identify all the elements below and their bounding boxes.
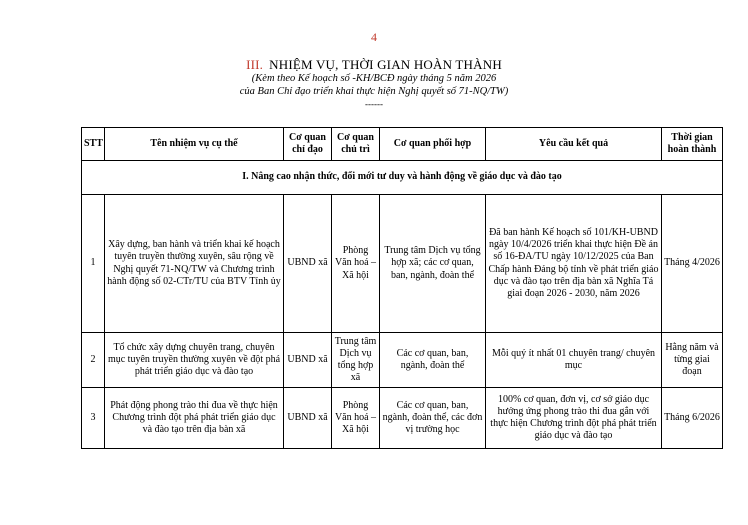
cell-result-requirement: Đã ban hành Kế hoạch số 101/KH-UBND ngày 10/4/2026 triển khai thực hiện Đề án số 16-ĐA/TU ngày 10/12/2025 của Ban Chấp hành Đảng bộ tỉnh về phát triển giáo dục và đào tạo trên địa bàn xã Nghĩa Tá giai đoạn 2026 - 2030, năm 2026	[486, 195, 662, 333]
cell-completion-time: Tháng 6/2026	[662, 388, 723, 449]
header-coordinating-agency: Cơ quan phối hợp	[380, 128, 486, 161]
table-section-row	[82, 161, 723, 195]
header-task: Tên nhiệm vụ cụ thể	[105, 128, 284, 161]
cell-result-requirement: 100% cơ quan, đơn vị, cơ sở giáo dục hưởng ứng phong trào thi đua gắn với thực hiện Chương trình đột phá phát triển giáo dục và đào tạo	[486, 388, 662, 449]
cell-stt: 3	[82, 388, 105, 449]
cell-result-requirement: Mỗi quý ít nhất 01 chuyên trang/ chuyên mục	[486, 333, 662, 388]
cell-lead-agency: Phòng Văn hoá – Xã hội	[332, 195, 380, 333]
cell-coordinating-agency: Các cơ quan, ban, ngành, đoàn thể	[380, 333, 486, 388]
table-row	[82, 388, 723, 449]
header-completion-time: Thời gian hoàn thành	[662, 128, 723, 161]
cell-coordinating-agency: Trung tâm Dịch vụ tổng hợp xã; các cơ quan, ban, ngành, đoàn thể	[380, 195, 486, 333]
cell-stt: 2	[82, 333, 105, 388]
cell-lead-agency: Phòng Văn hoá – Xã hội	[332, 388, 380, 449]
section-roman-numeral: III.	[246, 57, 264, 72]
cell-task: Tổ chức xây dựng chuyên trang, chuyên mục tuyên truyền thường xuyên về đột phá phát triển giáo dục và đào tạo	[105, 333, 284, 388]
cell-directing-agency: UBND xã	[284, 333, 332, 388]
task-table	[81, 127, 723, 449]
cell-completion-time: Hằng năm và từng giai đoạn	[662, 333, 723, 388]
cell-completion-time: Tháng 4/2026	[662, 195, 723, 333]
section-heading	[0, 57, 748, 73]
cell-lead-agency: Trung tâm Dịch vụ tổng hợp xã	[332, 333, 380, 388]
cell-stt: 1	[82, 195, 105, 333]
divider: ------	[365, 99, 383, 109]
header-lead-agency: Cơ quan chủ trì	[332, 128, 380, 161]
table-row	[82, 195, 723, 333]
subtitle-plan-reference: (Kèm theo Kế hoạch số -KH/BCĐ ngày tháng 5 năm 2026	[251, 73, 497, 84]
header-result-requirement: Yêu cầu kết quả	[486, 128, 662, 161]
cell-directing-agency: UBND xã	[284, 388, 332, 449]
section-title: NHIỆM VỤ, THỜI GIAN HOÀN THÀNH	[269, 57, 502, 72]
header-stt: STT	[82, 128, 105, 161]
section-row-title: I. Nâng cao nhận thức, đổi mới tư duy và hành động về giáo dục và đào tạo	[82, 161, 723, 195]
table-header-row	[82, 128, 723, 161]
cell-coordinating-agency: Các cơ quan, ban, ngành, đoàn thể, các đơn vị trường học	[380, 388, 486, 449]
cell-task: Phát động phong trào thi đua về thực hiện Chương trình đột phá phát triển giáo dục và đào tạo trên địa bàn xã	[105, 388, 284, 449]
cell-directing-agency: UBND xã	[284, 195, 332, 333]
page-number: 4	[371, 30, 377, 44]
cell-task: Xây dựng, ban hành và triển khai kế hoạch tuyên truyền thường xuyên, sâu rộng về Nghị quyết 71-NQ/TW và Chương trình hành động số 02-CTr/TU của BTV Tỉnh ủy	[105, 195, 284, 333]
subtitle-committee: của Ban Chỉ đạo triển khai thực hiện Nghị quyết số 71-NQ/TW)	[239, 86, 509, 97]
table-row	[82, 333, 723, 388]
header-directing-agency: Cơ quan chỉ đạo	[284, 128, 332, 161]
